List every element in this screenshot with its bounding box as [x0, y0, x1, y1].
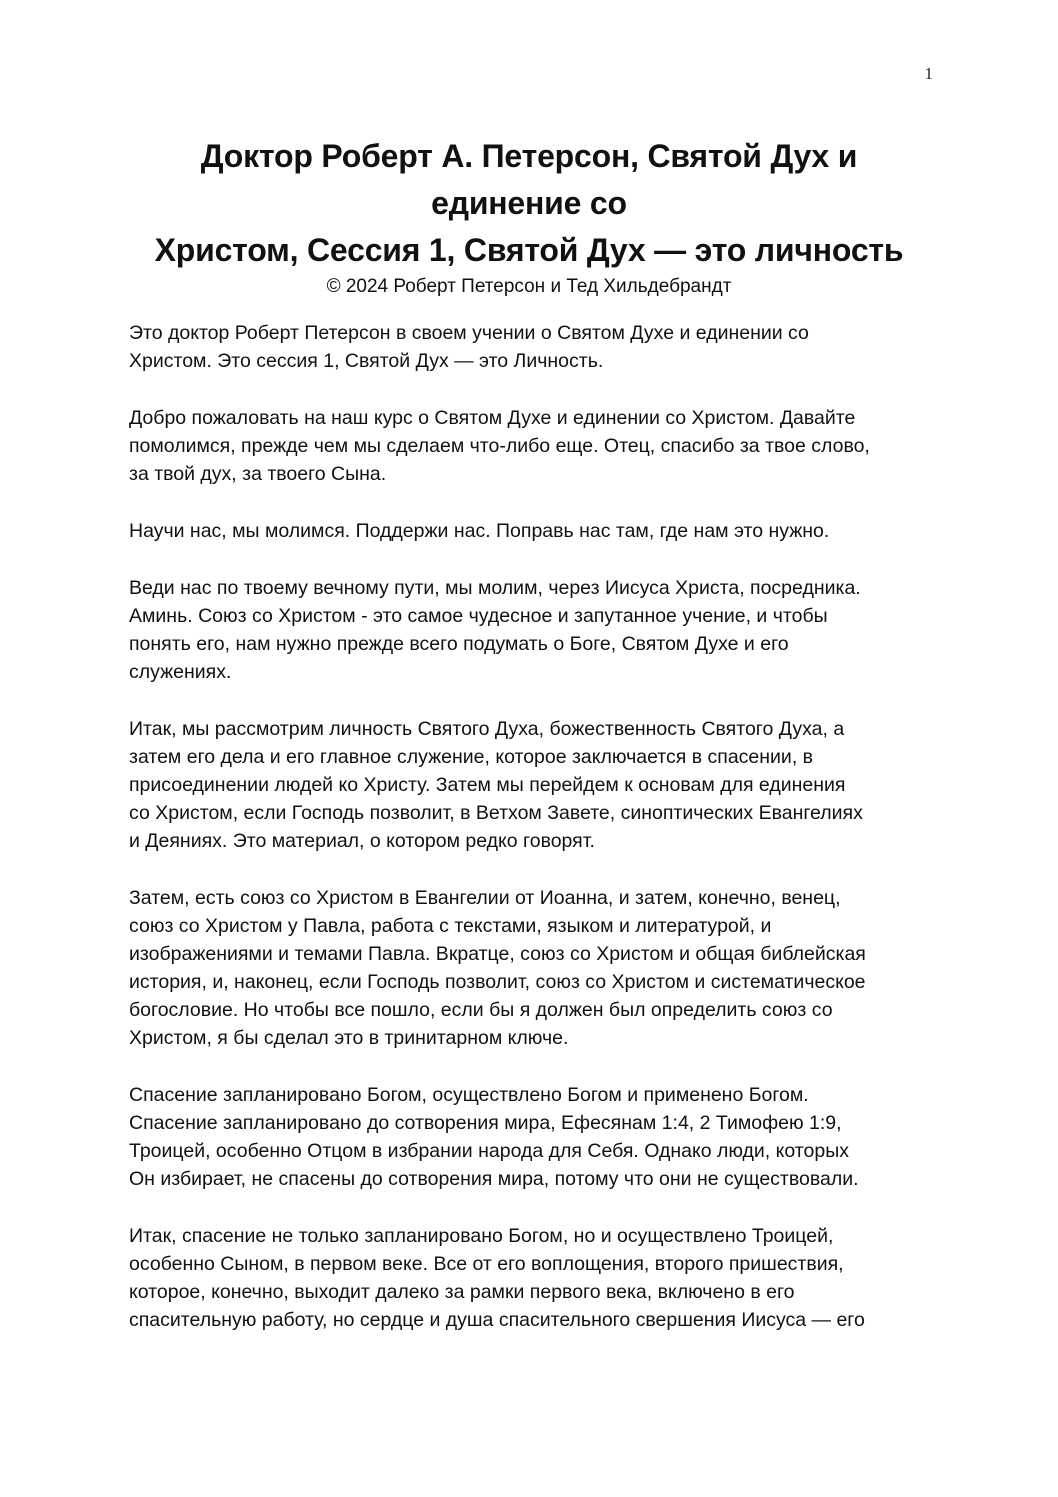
body-text: [129, 319, 929, 1363]
text-line: Аминь. Союз со Христом - это самое чудесное и запутанное учение, и чтобы: [129, 605, 828, 627]
text-line: которое, конечно, выходит далеко за рамки первого века, включено в его: [129, 1281, 795, 1303]
text-line: Веди нас по твоему вечному пути, мы молим, через Иисуса Христа, посредника.: [129, 577, 861, 599]
text-line: Спасение запланировано Богом, осуществлено Богом и применено Богом.: [129, 1084, 809, 1106]
text-line: и Деяниях. Это материал, о котором редко говорят.: [129, 830, 595, 852]
paragraph: [129, 574, 929, 686]
document-title: [129, 133, 929, 274]
text-line: Он избирает, не спасены до сотворения мира, потому что они не существовали.: [129, 1168, 859, 1190]
text-line: Научи нас, мы молимся. Поддержи нас. Поправь нас там, где нам это нужно.: [129, 520, 830, 542]
text-line: союз со Христом у Павла, работа с текстами, языком и литературой, и: [129, 915, 772, 937]
text-line: изображениями и темами Павла. Вкратце, союз со Христом и общая библейская: [129, 943, 866, 965]
title-line: Доктор Роберт А. Петерсон, Святой Дух и: [200, 138, 858, 174]
paragraph: [129, 404, 929, 488]
text-line: присоединении людей ко Христу. Затем мы перейдем к основам для единения: [129, 774, 846, 796]
text-line: Спасение запланировано до сотворения мира, Ефесянам 1:4, 2 Тимофею 1:9,: [129, 1112, 842, 1134]
paragraph: [129, 319, 929, 375]
page-number: 1: [924, 64, 933, 83]
paragraph: [129, 517, 929, 545]
text-line: Это доктор Роберт Петерсон в своем учении о Святом Духе и единении со: [129, 322, 809, 344]
title-line: Христом, Сессия 1, Святой Дух — это личность: [154, 232, 904, 268]
text-line: особенно Сыном, в первом веке. Все от его воплощения, второго пришествия,: [129, 1253, 844, 1275]
paragraph: [129, 715, 929, 855]
text-line: со Христом, если Господь позволит, в Ветхом Завете, синоптических Евангелиях: [129, 802, 863, 824]
text-line: понять его, нам нужно прежде всего подумать о Боге, Святом Духе и его: [129, 633, 789, 655]
paragraph: [129, 884, 929, 1052]
text-line: Троицей, особенно Отцом в избрании народа для Себя. Однако люди, которых: [129, 1140, 849, 1162]
text-line: за твой дух, за твоего Сына.: [129, 463, 387, 485]
title-block: [129, 133, 929, 300]
text-line: Итак, мы рассмотрим личность Святого Духа, божественность Святого Духа, а: [129, 718, 845, 740]
text-line: Добро пожаловать на наш курс о Святом Духе и единении со Христом. Давайте: [129, 407, 856, 429]
text-line: служениях.: [129, 661, 232, 683]
text-line: Итак, спасение не только запланировано Богом, но и осуществлено Троицей,: [129, 1225, 834, 1247]
text-line: Христом. Это сессия 1, Святой Дух — это Личность.: [129, 350, 604, 372]
text-line: помолимся, прежде чем мы сделаем что-либо еще. Отец, спасибо за твое слово,: [129, 435, 870, 457]
title-line: единение со: [431, 185, 627, 221]
text-line: Христом, я бы сделал это в тринитарном ключе.: [129, 1027, 569, 1049]
paragraph: [129, 1222, 929, 1334]
text-line: спасительную работу, но сердце и душа спасительного свершения Иисуса — его: [129, 1309, 865, 1331]
copyright-notice: © 2024 Роберт Петерсон и Тед Хильдебрандт: [326, 276, 732, 297]
text-line: Затем, есть союз со Христом в Евангелии от Иоанна, и затем, конечно, венец,: [129, 887, 841, 909]
text-line: затем его дела и его главное служение, которое заключается в спасении, в: [129, 746, 814, 768]
text-line: история, и, наконец, если Господь позволит, союз со Христом и систематическое: [129, 971, 866, 993]
paragraph: [129, 1081, 929, 1193]
text-line: богословие. Но чтобы все пошло, если бы я должен был определить союз со: [129, 999, 833, 1021]
